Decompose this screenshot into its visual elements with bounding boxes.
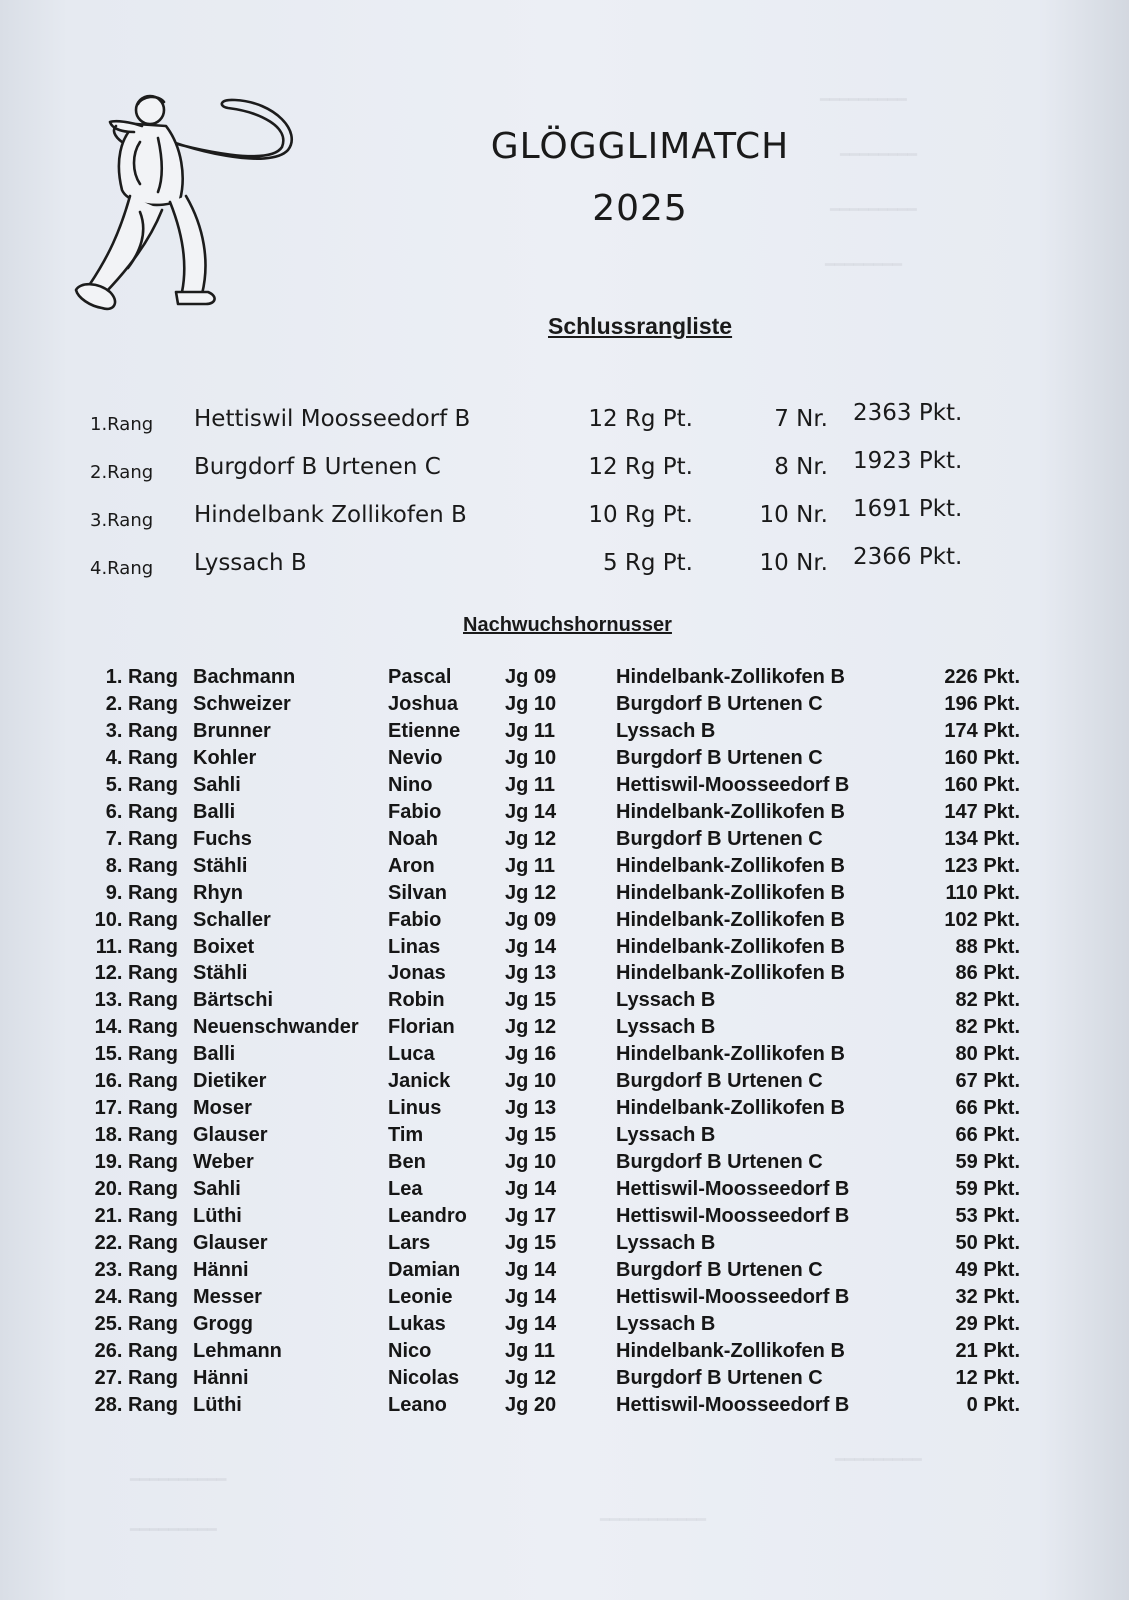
- youth-last-name: Stähli: [193, 962, 248, 985]
- youth-last-name: Kohler: [193, 746, 257, 769]
- youth-first-name: Linas: [388, 935, 441, 958]
- youth-points: 174 Pkt.: [944, 719, 1020, 742]
- youth-points: 196 Pkt.: [944, 692, 1020, 715]
- youth-row: [0, 989, 1129, 1016]
- youth-first-name: Robin: [388, 989, 445, 1012]
- youth-last-name: Lüthi: [193, 1393, 242, 1416]
- youth-last-name: Stähli: [193, 854, 248, 877]
- youth-first-name: Janick: [388, 1070, 451, 1093]
- youth-first-name: Tim: [388, 1124, 424, 1147]
- youth-team: Lyssach B: [616, 1124, 716, 1147]
- youth-birth-year: Jg 12: [505, 1366, 557, 1389]
- team-rank: 4.Rang: [90, 558, 154, 579]
- youth-birth-year: Jg 16: [505, 1043, 557, 1066]
- youth-rank: 8. Rang: [105, 854, 178, 877]
- youth-points: 160 Pkt.: [944, 746, 1020, 769]
- hornusser-player-logo: [70, 92, 310, 322]
- youth-last-name: Neuenschwander: [193, 1016, 359, 1039]
- youth-first-name: Ben: [388, 1151, 426, 1174]
- youth-last-name: Bärtschi: [193, 989, 274, 1012]
- youth-last-name: Hänni: [193, 1366, 249, 1389]
- youth-first-name: Jonas: [388, 962, 446, 985]
- youth-birth-year: Jg 13: [505, 962, 557, 985]
- youth-rank: 1. Rang: [105, 666, 178, 688]
- youth-team: Burgdorf B Urtenen C: [616, 827, 823, 850]
- document-page: ━━━━━━━━━ ━━━━━━━━ ━━━━━━━━━ ━━━━━━━━ ━━━━━━━━━ ━━━━━━━━━━ ━━━━━━━━━ ━━━━━━━━━━━ GLÖGGLIMATCH 2025 Schlussrangliste 1.Rang Hettiswil Moosseedorf B 12 Rg Pt. 7 Nr. 2363 Pkt. 2.Rang Burgdorf B Urtenen C 12 Rg Pt. 8 Nr. 1923 Pkt. 3.Rang Hindelbank Zollikofen B 10 Rg Pt. 10 Nr. 1691 Pkt. 4.Rang Lyssach B 5 Rg Pt. 10 Nr. 2366 Pkt. Nachwuchshornusser 1. Rang Bachmann Pascal Jg 09 Hindelbank-Zollikofen B 226 Pkt. 2. Rang Schweizer Joshua Jg 10 Burgdorf B Urtenen C 196 Pkt. 3. Rang Brunner Etienne Jg 11 Lyssach B 174 Pkt. 4. Rang Kohler Nevio Jg 10 Burgdorf B Urtenen C 160 Pkt. 5. Rang Sahli Nino Jg 11 Hettiswil-Moosseedorf B 160 Pkt. 6. Rang Balli Fabio Jg 14 Hindelbank-Zollikofen B 147 Pkt. 7. Rang Fuchs Noah Jg 12 Burgdorf B Urtenen C 134 Pkt. 8. Rang Stähli Aron Jg 11 Hindelbank-Zollikofen B 123 Pkt. 9. Rang Rhyn Silvan Jg 12 Hindelbank-Zollikofen B 110 Pkt. 10. Rang Schaller Fabio Jg 09 Hindelbank-Zollikofen B 102 Pkt. 11. Rang Boixet Linas Jg 14 Hindelbank-Zollikofen B 88 Pkt. 12. Rang Stähli Jonas Jg 13 Hindelbank-Zollikofen B 86 Pkt. 13. Rang Bärtschi Robin Jg 15 Lyssach B 82 Pkt. 14. Rang Neuenschwander Florian Jg 12 Lyssach B 82 Pkt. 15. Rang Balli Luca Jg 16 Hindelbank-Zollikofen B 80 Pkt. 16. Rang Dietiker Janick Jg 10 Burgdorf B Urtenen C 67 Pkt. 17. Rang Moser Linus Jg 13 Hindelbank-Zollikofen B 66 Pkt. 18. Rang Glauser Tim Jg 15 Lyssach B 66 Pkt. 19. Rang Weber Ben Jg 10 Burgdorf B Urtenen C 59 Pkt. 20. Rang Sahli Lea Jg 14 Hettiswil-Moosseedorf B 59 Pkt. 21. Rang Lüthi Leandro Jg 17 Hettiswil-Moosseedorf B 53 Pkt. 22. Rang Glauser Lars Jg 15 Lyssach B 50 Pkt. 23. Rang Hänni Damian Jg 14 Burgdorf B Urtenen C 49 Pkt. 24. Rang Messer Leonie Jg 14 Hettiswil-Moosseedorf B 32 Pkt. 25. Rang Grogg Lukas Jg 14 Lyssach B 29 Pkt. 26. Rang Lehmann Nico Jg 11 Hindelbank-Zollikofen B 21 Pkt. 27. Rang Hänni Nicolas Jg 12 Burgdorf B Urtenen C 12 Pkt. 28. Rang Lüthi Leano Jg 20 Hettiswil-Moosseedorf B 0 Pkt.: [0, 0, 1129, 1600]
- youth-team: Lyssach B: [616, 1016, 716, 1039]
- team-nr: 7 Nr.: [774, 406, 828, 432]
- youth-first-name: Luca: [388, 1043, 435, 1066]
- team-row: [0, 448, 1129, 494]
- youth-points: 29 Pkt.: [955, 1312, 1020, 1335]
- youth-points: 53 Pkt.: [955, 1205, 1020, 1227]
- youth-rank: 17. Rang: [94, 1097, 178, 1120]
- youth-first-name: Nicolas: [388, 1366, 460, 1389]
- team-rank: 1.Rang: [90, 414, 154, 435]
- youth-birth-year: Jg 14: [505, 1285, 557, 1308]
- youth-birth-year: Jg 12: [505, 1016, 557, 1039]
- youth-points: 59 Pkt.: [955, 1151, 1020, 1174]
- team-row: [0, 400, 1129, 446]
- youth-points: 67 Pkt.: [955, 1070, 1020, 1093]
- document-title: GLÖGGLIMATCH: [490, 126, 790, 167]
- youth-birth-year: Jg 11: [505, 1339, 556, 1362]
- youth-row: [0, 828, 1129, 855]
- youth-first-name: Etienne: [388, 719, 461, 742]
- youth-points: 21 Pkt.: [955, 1339, 1020, 1362]
- team-points: 2363 Pkt.: [853, 400, 963, 426]
- youth-row: [0, 1367, 1129, 1394]
- youth-first-name: Noah: [388, 827, 438, 850]
- youth-team: Hindelbank-Zollikofen B: [616, 666, 845, 688]
- youth-first-name: Leonie: [388, 1285, 453, 1308]
- youth-last-name: Balli: [193, 1043, 236, 1066]
- youth-points: 32 Pkt.: [955, 1285, 1020, 1308]
- youth-last-name: Messer: [193, 1285, 262, 1308]
- youth-row: [0, 1259, 1129, 1286]
- youth-last-name: Glauser: [193, 1124, 268, 1147]
- youth-row: [0, 1394, 1129, 1421]
- youth-last-name: Sahli: [193, 1178, 241, 1201]
- youth-first-name: Nevio: [388, 746, 443, 769]
- team-row: [0, 496, 1129, 542]
- youth-first-name: Leano: [388, 1393, 447, 1416]
- youth-row: [0, 1313, 1129, 1340]
- youth-last-name: Boixet: [193, 935, 255, 958]
- youth-rank: 26. Rang: [94, 1339, 178, 1362]
- youth-first-name: Fabio: [388, 908, 442, 931]
- team-points: 1923 Pkt.: [853, 448, 963, 474]
- youth-team: Burgdorf B Urtenen C: [616, 1258, 823, 1281]
- youth-birth-year: Jg 10: [505, 746, 557, 769]
- youth-row: [0, 1286, 1129, 1313]
- youth-rank: 27. Rang: [94, 1366, 178, 1389]
- youth-last-name: Dietiker: [193, 1070, 267, 1093]
- youth-row: [0, 1232, 1129, 1259]
- youth-ranking-heading: Nachwuchshornusser: [463, 614, 672, 636]
- youth-last-name: Lüthi: [193, 1205, 242, 1227]
- youth-row: [0, 693, 1129, 720]
- team-nr: 10 Nr.: [759, 550, 828, 576]
- youth-rank: 23. Rang: [94, 1258, 178, 1281]
- youth-rank: 5. Rang: [105, 773, 178, 796]
- youth-row: [0, 936, 1129, 963]
- youth-birth-year: Jg 15: [505, 1231, 557, 1254]
- youth-row: [0, 855, 1129, 882]
- youth-row: [0, 909, 1129, 936]
- team-rank: 2.Rang: [90, 462, 154, 483]
- youth-first-name: Silvan: [388, 881, 447, 904]
- youth-points: 82 Pkt.: [955, 989, 1020, 1012]
- youth-team: Burgdorf B Urtenen C: [616, 692, 823, 715]
- youth-rank: 12. Rang: [94, 962, 178, 985]
- youth-row: [0, 1205, 1129, 1232]
- youth-points: 86 Pkt.: [955, 962, 1020, 985]
- youth-team: Hettiswil-Moosseedorf B: [616, 1285, 850, 1308]
- youth-last-name: Sahli: [193, 773, 241, 796]
- youth-row: [0, 666, 1129, 693]
- youth-points: 66 Pkt.: [955, 1124, 1020, 1147]
- team-name: Hettiswil Moosseedorf B: [194, 406, 471, 432]
- team-rank-points: 10 Rg Pt.: [588, 502, 693, 528]
- youth-birth-year: Jg 11: [505, 854, 556, 877]
- youth-team: Hindelbank-Zollikofen B: [616, 1339, 845, 1362]
- youth-row: [0, 1043, 1129, 1070]
- youth-rank: 10. Rang: [94, 908, 178, 931]
- team-points: 1691 Pkt.: [853, 496, 963, 522]
- final-ranking-heading: Schlussrangliste: [548, 313, 733, 339]
- youth-rank: 7. Rang: [105, 827, 178, 850]
- youth-birth-year: Jg 14: [505, 1178, 557, 1201]
- youth-birth-year: Jg 11: [505, 719, 556, 742]
- youth-team: Hettiswil-Moosseedorf B: [616, 1393, 850, 1416]
- youth-birth-year: Jg 20: [505, 1393, 557, 1416]
- youth-team: Hindelbank-Zollikofen B: [616, 800, 845, 823]
- youth-last-name: Bachmann: [193, 666, 296, 688]
- youth-rank: 6. Rang: [105, 800, 178, 823]
- youth-team: Hindelbank-Zollikofen B: [616, 1043, 845, 1066]
- youth-rank: 14. Rang: [94, 1016, 178, 1039]
- youth-birth-year: Jg 13: [505, 1097, 557, 1120]
- youth-row: [0, 801, 1129, 828]
- team-nr: 10 Nr.: [759, 502, 828, 528]
- youth-first-name: Nino: [388, 773, 433, 796]
- youth-points: 50 Pkt.: [955, 1231, 1020, 1254]
- youth-team: Hindelbank-Zollikofen B: [616, 854, 845, 877]
- youth-rank: 21. Rang: [94, 1205, 178, 1227]
- youth-rank: 18. Rang: [94, 1124, 178, 1147]
- youth-points: 226 Pkt.: [944, 666, 1020, 688]
- youth-row: [0, 774, 1129, 801]
- youth-last-name: Glauser: [193, 1231, 268, 1254]
- youth-points: 0 Pkt.: [966, 1393, 1020, 1416]
- youth-rank: 20. Rang: [94, 1178, 178, 1201]
- youth-first-name: Pascal: [388, 666, 452, 688]
- youth-rank: 16. Rang: [94, 1070, 178, 1093]
- youth-rank: 11. Rang: [95, 935, 178, 958]
- youth-row: [0, 1151, 1129, 1178]
- youth-first-name: Fabio: [388, 800, 442, 823]
- youth-first-name: Leandro: [388, 1205, 467, 1227]
- youth-team: Hettiswil-Moosseedorf B: [616, 1205, 850, 1227]
- youth-row: [0, 1016, 1129, 1043]
- youth-birth-year: Jg 17: [505, 1205, 557, 1227]
- youth-birth-year: Jg 11: [505, 773, 556, 796]
- youth-points: 134 Pkt.: [944, 827, 1020, 850]
- youth-rank: 15. Rang: [94, 1043, 178, 1066]
- youth-points: 12 Pkt.: [955, 1366, 1020, 1389]
- youth-team: Hindelbank-Zollikofen B: [616, 962, 845, 985]
- youth-last-name: Lehmann: [193, 1339, 282, 1362]
- youth-points: 102 Pkt.: [944, 908, 1020, 931]
- youth-first-name: Damian: [388, 1258, 461, 1281]
- youth-birth-year: Jg 12: [505, 881, 557, 904]
- team-name: Hindelbank Zollikofen B: [194, 502, 467, 528]
- youth-last-name: Hänni: [193, 1258, 249, 1281]
- youth-points: 66 Pkt.: [955, 1097, 1020, 1120]
- youth-row: [0, 1124, 1129, 1151]
- team-name: Burgdorf B Urtenen C: [194, 454, 441, 480]
- youth-row: [0, 1097, 1129, 1124]
- youth-first-name: Florian: [388, 1016, 455, 1039]
- youth-birth-year: Jg 09: [505, 908, 557, 931]
- team-nr: 8 Nr.: [774, 454, 828, 480]
- youth-team: Burgdorf B Urtenen C: [616, 1151, 823, 1174]
- youth-points: 88 Pkt.: [955, 935, 1020, 958]
- youth-rank: 9. Rang: [105, 881, 178, 904]
- youth-rank: 28. Rang: [94, 1393, 178, 1416]
- youth-first-name: Lukas: [388, 1312, 446, 1335]
- youth-rank: 13. Rang: [94, 989, 178, 1012]
- youth-birth-year: Jg 10: [505, 1151, 557, 1174]
- youth-first-name: Nico: [388, 1339, 432, 1362]
- youth-points: 49 Pkt.: [955, 1258, 1020, 1281]
- youth-birth-year: Jg 12: [505, 827, 557, 850]
- team-rank-points: 5 Rg Pt.: [602, 550, 693, 576]
- youth-row: [0, 720, 1129, 747]
- youth-row: [0, 1340, 1129, 1367]
- youth-birth-year: Jg 15: [505, 1124, 557, 1147]
- youth-team: Hindelbank-Zollikofen B: [616, 935, 845, 958]
- youth-points: 160 Pkt.: [944, 773, 1020, 796]
- youth-rank: 24. Rang: [94, 1285, 178, 1308]
- youth-rank: 3. Rang: [105, 719, 178, 742]
- youth-points: 80 Pkt.: [955, 1043, 1020, 1066]
- document-year: 2025: [592, 188, 688, 229]
- youth-row: [0, 747, 1129, 774]
- youth-first-name: Aron: [388, 854, 435, 877]
- youth-points: 59 Pkt.: [955, 1178, 1020, 1201]
- team-row: [0, 544, 1129, 590]
- youth-birth-year: Jg 09: [505, 666, 557, 688]
- youth-team: Burgdorf B Urtenen C: [616, 1366, 823, 1389]
- team-rank: 3.Rang: [90, 510, 154, 531]
- youth-team: Burgdorf B Urtenen C: [616, 1070, 823, 1093]
- youth-birth-year: Jg 14: [505, 1258, 557, 1281]
- youth-team: Lyssach B: [616, 1231, 716, 1254]
- youth-birth-year: Jg 15: [505, 989, 557, 1012]
- youth-rank: 2. Rang: [105, 692, 178, 715]
- youth-row: [0, 1178, 1129, 1205]
- youth-birth-year: Jg 14: [505, 935, 557, 958]
- youth-birth-year: Jg 14: [505, 1312, 557, 1335]
- youth-birth-year: Jg 14: [505, 800, 557, 823]
- youth-last-name: Schweizer: [193, 692, 291, 715]
- youth-last-name: Fuchs: [193, 827, 252, 850]
- youth-points: 147 Pkt.: [944, 800, 1020, 823]
- youth-last-name: Balli: [193, 800, 236, 823]
- youth-team: Lyssach B: [616, 1312, 716, 1335]
- youth-points: 123 Pkt.: [944, 854, 1020, 877]
- youth-team: Lyssach B: [616, 719, 716, 742]
- youth-rank: 4. Rang: [105, 746, 178, 769]
- youth-rank: 19. Rang: [94, 1151, 178, 1174]
- youth-first-name: Linus: [388, 1097, 442, 1120]
- youth-first-name: Joshua: [388, 692, 459, 715]
- youth-team: Hettiswil-Moosseedorf B: [616, 1178, 850, 1201]
- youth-team: Hettiswil-Moosseedorf B: [616, 773, 850, 796]
- youth-points: 110 Pkt.: [945, 881, 1020, 904]
- youth-team: Lyssach B: [616, 989, 716, 1012]
- youth-row: [0, 1070, 1129, 1097]
- youth-birth-year: Jg 10: [505, 1070, 557, 1093]
- youth-rank: 25. Rang: [94, 1312, 178, 1335]
- youth-team: Hindelbank-Zollikofen B: [616, 881, 845, 904]
- youth-last-name: Schaller: [193, 908, 271, 931]
- youth-team: Hindelbank-Zollikofen B: [616, 1097, 845, 1120]
- youth-last-name: Grogg: [193, 1312, 253, 1335]
- youth-last-name: Rhyn: [193, 881, 243, 904]
- youth-points: 82 Pkt.: [955, 1016, 1020, 1039]
- youth-team: Burgdorf B Urtenen C: [616, 746, 823, 769]
- team-points: 2366 Pkt.: [853, 544, 963, 570]
- youth-row: [0, 962, 1129, 989]
- team-rank-points: 12 Rg Pt.: [588, 406, 693, 432]
- youth-first-name: Lea: [388, 1178, 423, 1201]
- youth-last-name: Moser: [193, 1097, 252, 1120]
- youth-team: Hindelbank-Zollikofen B: [616, 908, 845, 931]
- youth-birth-year: Jg 10: [505, 692, 557, 715]
- team-name: Lyssach B: [194, 550, 307, 576]
- youth-first-name: Lars: [388, 1231, 431, 1254]
- youth-rank: 22. Rang: [94, 1231, 178, 1254]
- youth-last-name: Brunner: [193, 719, 271, 742]
- youth-last-name: Weber: [193, 1151, 254, 1174]
- team-rank-points: 12 Rg Pt.: [588, 454, 693, 480]
- youth-row: [0, 882, 1129, 909]
